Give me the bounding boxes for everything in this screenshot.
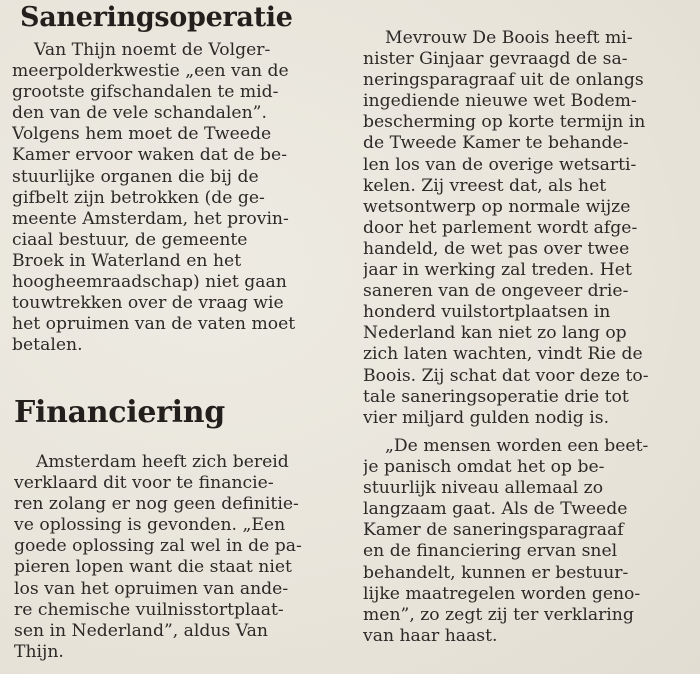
text-line: goede oplossing zal wel in de pa- [14,536,302,557]
text-line: len los van de overige wetsarti- [363,154,637,175]
text-line: jaar in werking zal treden. Het [363,260,632,281]
text-line: ciaal bestuur, de gemeente [12,229,248,250]
text-line: men”, zo zegt zij ter verklaring [363,604,634,625]
text-line: bescherming op korte termijn in [363,112,646,133]
text-line: Amsterdam heeft zich bereid [36,452,289,472]
text-line: van haar haast. [363,625,498,646]
text-line: tale saneringsoperatie drie tot [363,386,629,407]
text-line: kelen. Zij vreest dat, als het [363,175,607,196]
section-heading-financiering: Financiering [14,395,225,430]
text-line: Volgens hem moet de Tweede [12,124,272,145]
text-line: Nederland kan niet zo lang op [363,323,627,344]
text-line: het opruimen van de vaten moet [12,314,296,335]
text-line: stuurlijke organen die bij de [12,166,259,187]
text-line: behandelt, kunnen er bestuur- [363,562,629,583]
text-line: je panisch omdat het op be- [363,457,605,478]
text-line: vier miljard gulden nodig is. [363,407,610,428]
text-line: los van het opruimen van ande- [14,578,289,599]
text-line: lijke maatregelen worden geno- [363,583,641,604]
text-line: meerpolderkwestie „een van de [12,61,289,82]
text-line: meente Amsterdam, het provin- [12,208,289,229]
text-line: re chemische vuilnisstortplaat- [14,599,284,620]
text-line: Kamer de saneringsparagraaf [363,520,624,541]
text-line: grootste gifschandalen te mid- [12,82,279,103]
text-line: gifbelt zijn betrokken (de ge- [12,187,265,208]
text-line: ren zolang er nog geen definitie- [14,494,299,515]
paragraph-de-boois [363,28,689,429]
section-heading-saneringsoperatie: Saneringsoperatie [20,2,293,33]
paragraph-quote-de-mensen [363,436,689,647]
text-line: pieren lopen want die staat niet [14,557,292,578]
text-line: Boois. Zij schat dat voor deze to- [363,365,649,386]
text-line: wetsontwerp op normale wijze [363,196,631,217]
text-line: Kamer ervoor waken dat de be- [12,145,288,166]
paragraph-amsterdam [14,452,332,663]
text-line: sen in Nederland”, aldus Van [14,620,268,641]
text-line: den van de vele schandalen”. [12,103,267,124]
text-line: ve oplossing is gevonden. „Een [14,515,286,536]
text-line: en de financiering ervan snel [363,541,618,562]
text-line: Broek in Waterland en het [12,250,242,271]
text-line: betalen. [12,335,83,356]
text-line: „De mensen worden een beet- [385,436,649,456]
text-line: Thijn. [14,641,64,662]
text-line: Mevrouw De Boois heeft mi- [385,28,633,48]
text-line: honderd vuilstortplaatsen in [363,302,611,323]
text-line: Van Thijn noemt de Volger- [34,40,271,60]
text-line: saneren van de ongeveer drie- [363,281,629,302]
text-line: handeld, de wet pas over twee [363,238,630,259]
text-line: neringsparagraaf uit de onlangs [363,70,644,91]
text-line: touwtrekken over de vraag wie [12,293,284,314]
text-line: hoogheemraadschap) niet gaan [12,272,287,293]
text-line: nister Ginjaar gevraagd de sa- [363,49,628,70]
text-line: verklaard dit voor te financie- [14,473,274,494]
text-line: ingediende nieuwe wet Bodem- [363,91,637,112]
text-line: langzaam gaat. Als de Tweede [363,499,628,520]
text-line: zich laten wachten, vindt Rie de [363,344,643,365]
text-line: door het parlement wordt afge- [363,217,638,238]
paragraph-van-thijn [12,40,330,356]
text-line: de Tweede Kamer te behande- [363,133,629,154]
text-line: stuurlijk niveau allemaal zo [363,478,604,499]
